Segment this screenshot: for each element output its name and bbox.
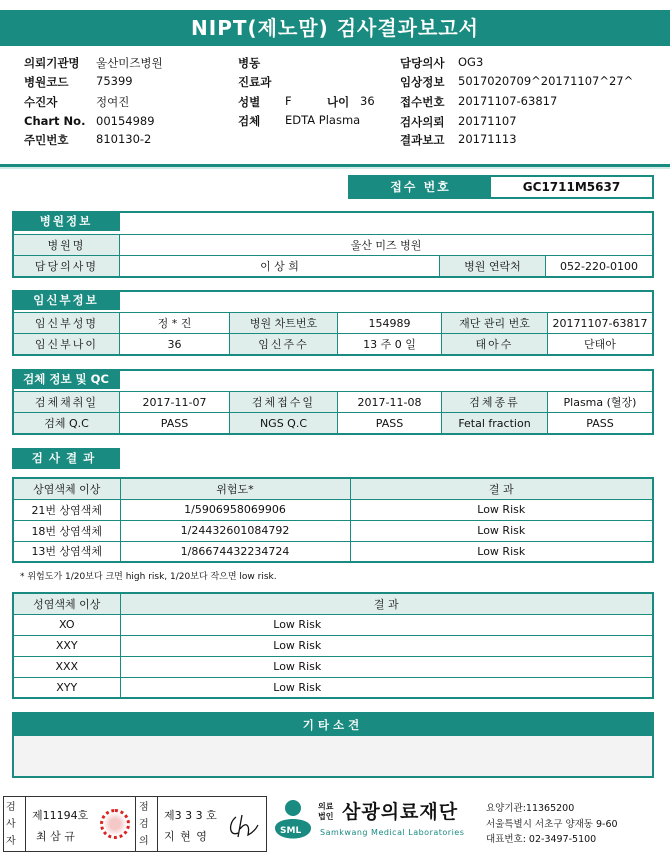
signature-box (3, 796, 267, 852)
lab-address: 서울특별시 서초구 양재동 9-60 (486, 819, 618, 830)
result: Low Risk (120, 656, 653, 677)
lab-name-en: Samkwang Medical Laboratories (320, 828, 465, 837)
col-header: 결 과 (120, 593, 653, 614)
qc-label: 검체 Q.C (14, 413, 120, 434)
receipt-label: 접수 번호 (350, 177, 491, 197)
age-label: 임신부나이 (14, 334, 120, 355)
hospital-name-label: 병원명 (14, 235, 120, 256)
label: 담당의사 (400, 56, 445, 70)
foundation-value: 20171107-63817 (548, 313, 653, 334)
risk: 1/86674432234724 (120, 541, 350, 562)
lab-name: 삼광의료재단 (342, 801, 459, 823)
lab-phone: 대표번호: 02-3497-5100 (486, 834, 597, 845)
receipt-value: GC1711M5637 (522, 180, 621, 194)
table-row (13, 677, 653, 698)
col-header: 위험도* (120, 478, 350, 499)
divider (135, 797, 136, 851)
chromosome: 18번 상염색체 (13, 520, 120, 541)
handwritten-signature (226, 811, 260, 841)
label: 임상정보 (400, 75, 445, 89)
fetus-label: 태아수 (442, 334, 548, 355)
specimen-section (12, 369, 654, 435)
results-title: 검사결과 (12, 448, 120, 469)
other-remarks-title: 기타소견 (14, 714, 652, 736)
examiner-label: 검사자 (6, 802, 16, 847)
pregnant-name: 정 * 진 (120, 313, 230, 334)
result: Low Risk (350, 541, 653, 562)
sex-label: 성별 (238, 95, 261, 109)
value: 정여진 (96, 95, 130, 109)
section-title: 임신부정보 (12, 290, 120, 310)
type-value: Plasma (혈장) (548, 392, 653, 413)
age-label: 나이 (327, 95, 350, 109)
label: 의뢰기관명 (24, 56, 80, 70)
value: 810130-2 (96, 132, 152, 146)
result: Low Risk (350, 520, 653, 541)
label: 검사의뢰 (400, 115, 445, 129)
chart-value: 154989 (338, 313, 442, 334)
ff-label: Fetal fraction (442, 413, 548, 434)
qc-value: PASS (120, 413, 230, 434)
collect-value: 2017-11-07 (120, 392, 230, 413)
result: Low Risk (120, 635, 653, 656)
section-title: 검체 정보 및 QC (12, 369, 120, 389)
risk: 1/24432601084792 (120, 520, 350, 541)
divider (157, 797, 158, 851)
dept-label: 진료과 (238, 75, 272, 89)
specimen-value: EDTA Plasma (285, 113, 361, 127)
label: Chart No. (24, 114, 86, 128)
patient-table (13, 312, 653, 355)
receipt-box (348, 175, 654, 199)
ngs-value: PASS (338, 413, 442, 434)
label: 수진자 (24, 95, 58, 109)
chromosome: XO (13, 614, 120, 635)
receive-label: 검체접수일 (230, 392, 338, 413)
chromosome: XXX (13, 656, 120, 677)
receive-value: 2017-11-08 (338, 392, 442, 413)
hospital-name: 울산 미즈 병원 (120, 235, 653, 256)
ward-label: 병동 (238, 56, 261, 70)
value: 20171107 (458, 114, 517, 128)
ngs-label: NGS Q.C (230, 413, 338, 434)
collect-label: 검체채취일 (14, 392, 120, 413)
label: 주민번호 (24, 133, 69, 147)
doctor-label: 담당의사명 (14, 256, 120, 277)
report-title: NIPT(제노맘) 검사결과보고서 (0, 10, 670, 46)
hospital-section (12, 211, 654, 278)
table-row (13, 541, 653, 562)
weeks-value: 13 주 0 일 (338, 334, 442, 355)
risk-footnote: * 위험도가 1/20보다 크면 high risk, 1/20보다 작으면 low risk. (20, 572, 277, 582)
value: 5017020709^20171107^27^ (458, 74, 634, 88)
label: 병원코드 (24, 75, 69, 89)
value: 00154989 (96, 114, 155, 128)
lab-code: 요양기관:11365200 (486, 803, 575, 814)
chromosome: XYY (13, 677, 120, 698)
col-header: 결 과 (350, 478, 653, 499)
divider (0, 167, 670, 169)
table-row (13, 635, 653, 656)
result: Low Risk (120, 677, 653, 698)
label: 결과보고 (400, 133, 445, 147)
divider (25, 797, 26, 851)
other-remarks-box (12, 712, 654, 778)
contact-label: 병원 연락처 (440, 256, 546, 277)
doctor-name: 이 상 희 (120, 256, 440, 277)
col-header: 성염색체 이상 (13, 593, 120, 614)
table-row (13, 499, 653, 520)
other-remarks-content (14, 736, 652, 776)
hospital-table (13, 234, 653, 277)
header-info (0, 0, 670, 160)
chart-label: 병원 차트번호 (230, 313, 338, 334)
value: 20171113 (458, 132, 517, 146)
table-row (13, 614, 653, 635)
chromosome: 21번 상염색체 (13, 499, 120, 520)
lab-corp: 의료법인 (318, 802, 334, 821)
fetus-value: 단태아 (548, 334, 653, 355)
section-title: 병원정보 (12, 211, 120, 231)
value: 울산미즈병원 (96, 56, 163, 70)
specimen-table (13, 391, 653, 434)
foundation-label: 재단 관리 번호 (442, 313, 548, 334)
table-row (13, 520, 653, 541)
result: Low Risk (350, 499, 653, 520)
value: 75399 (96, 74, 133, 88)
age-value: 36 (120, 334, 230, 355)
chromosome: 13번 상염색체 (13, 541, 120, 562)
value: 20171107-63817 (458, 94, 558, 108)
patient-section (12, 290, 654, 356)
ff-value: PASS (548, 413, 653, 434)
results-table (12, 477, 654, 563)
table-row (13, 656, 653, 677)
contact-value: 052-220-0100 (546, 256, 653, 277)
sex-chromosome-table (12, 592, 654, 699)
col-header: 상염색체 이상 (13, 478, 120, 499)
specimen-label: 검체 (238, 114, 261, 128)
value: OG3 (458, 55, 484, 69)
lab-logo-text: SML (280, 826, 302, 836)
confirmer-number: 제3 3 3 호 (164, 809, 217, 822)
lab-logo (271, 798, 315, 850)
risk: 1/5906958069906 (120, 499, 350, 520)
age-value: 36 (360, 94, 375, 108)
chromosome: XXY (13, 635, 120, 656)
type-label: 검체종류 (442, 392, 548, 413)
weeks-label: 임신주수 (230, 334, 338, 355)
examiner-name: 최 삼 규 (36, 830, 75, 843)
label: 접수번호 (400, 95, 445, 109)
pregnant-name-label: 임신부성명 (14, 313, 120, 334)
examiner-number: 제11194호 (32, 809, 89, 822)
sex-value: F (285, 94, 292, 108)
seal-stamp (100, 809, 130, 839)
result: Low Risk (120, 614, 653, 635)
confirmer-name: 지 현 영 (164, 830, 208, 843)
confirmer-label: 점검의 (139, 802, 149, 847)
